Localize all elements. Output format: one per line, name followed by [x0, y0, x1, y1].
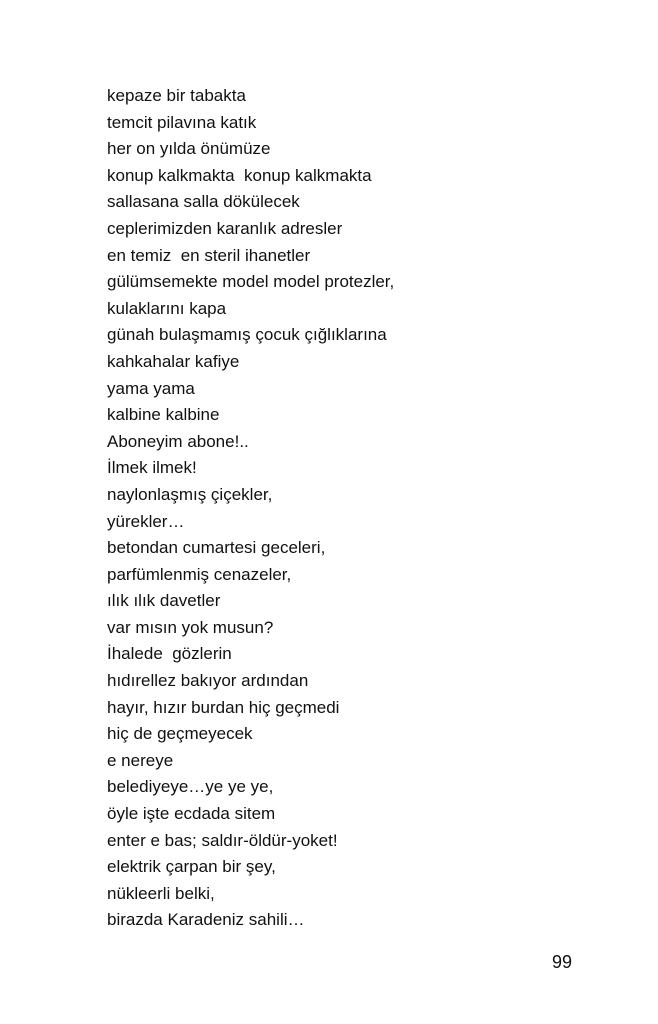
page-number: 99: [552, 952, 573, 972]
poem-line: sallasana salla dökülecek: [107, 192, 300, 212]
poem-line: belediyeye…ye ye ye,: [107, 777, 274, 797]
poem-text: [107, 83, 394, 934]
poem-line: kepaze bir tabakta: [107, 86, 246, 105]
poem-line: gülümsemekte model model protezler,: [107, 272, 395, 292]
poem-line: yama yama: [107, 378, 195, 398]
poem-line: yürekler…: [107, 511, 185, 531]
poem-line: temcit pilavına katık: [107, 112, 257, 132]
poem-line: en temiz en steril ihanetler: [107, 245, 311, 265]
poem-line: betondan cumartesi geceleri,: [107, 538, 326, 558]
poem-line: ceplerimizden karanlık adresler: [107, 218, 343, 238]
poem-line: enter e bas; saldır-öldür-yoket!: [107, 830, 338, 850]
poem-line: öyle işte ecdada sitem: [107, 804, 276, 824]
poem-line: elektrik çarpan bir şey,: [107, 857, 276, 877]
poem-line: İhalede gözlerin: [107, 644, 232, 664]
poem-line: e nereye: [107, 750, 174, 770]
poem-line: kulaklarını kapa: [107, 298, 227, 318]
poem-line: her on yılda önümüze: [107, 139, 271, 159]
poem-line: naylonlaşmış çiçekler,: [107, 484, 273, 504]
poem-line: hiç de geçmeyecek: [107, 724, 253, 744]
poem-line: günah bulaşmamış çocuk çığlıklarına: [107, 325, 387, 345]
poem-line: Aboneyim abone!..: [107, 431, 249, 451]
poem-line: nükleerli belki,: [107, 883, 215, 903]
poem-line: birazda Karadeniz sahili…: [107, 910, 305, 930]
poem-line: hıdırellez bakıyor ardından: [107, 671, 309, 691]
poem-line: var mısın yok musun?: [107, 617, 274, 637]
poem-line: konup kalkmakta konup kalkmakta: [107, 165, 372, 185]
poem-line: kalbine kalbine: [107, 405, 220, 425]
poem-line: hayır, hızır burdan hiç geçmedi: [107, 697, 340, 717]
poem-line: İlmek ilmek!: [107, 458, 197, 478]
poem-line: kahkahalar kafiye: [107, 351, 240, 371]
poem-line: parfümlenmiş cenazeler,: [107, 564, 292, 584]
poem-line: ılık ılık davetler: [107, 591, 221, 611]
